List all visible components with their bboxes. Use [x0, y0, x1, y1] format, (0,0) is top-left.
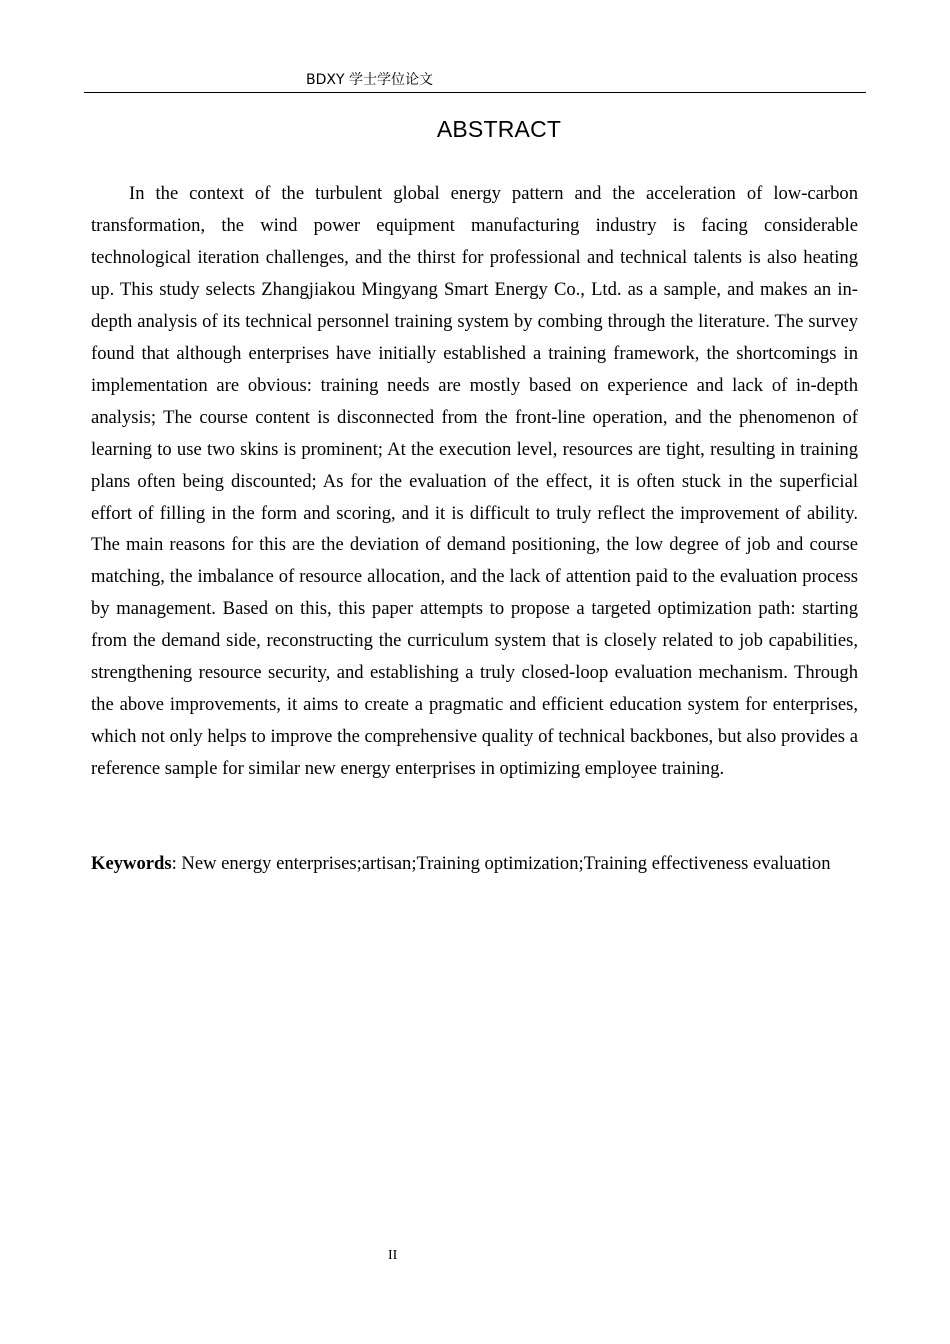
keywords-line	[91, 848, 881, 880]
abstract-body: In the context of the turbulent global energy pattern and the acceleration of low-carbon transformation, the wind power equipment manufacturing industry is facing considerable technological iteration challenges, and the thirst for professional and technical talents is also heating up. This study selects Zhangjiakou Mingyang Smart Energy Co., Ltd. as a sample, and makes an in-depth analysis of its technical personnel training system by combing through the literature. The survey found that although enterprises have initially established a training framework, the shortcomings in implementation are obvious: training needs are mostly based on experience and lack of in-depth analysis; The course content is disconnected from the front-line operation, and the phenomenon of learning to use two skins is prominent; At the execution level, resources are tight, resulting in training plans often being discounted; As for the evaluation of the effect, it is often stuck in the superficial effort of filling in the form and scoring, and it is difficult to truly reflect the improvement of ability. The main reasons for this are the deviation of demand positioning, the low degree of job and course matching, the imbalance of resource allocation, and the lack of attention paid to the evaluation process by management. Based on this, this paper attempts to propose a targeted optimization path: starting from the demand side, reconstructing the curriculum system that is closely related to job capabilities, strengthening resource security, and establishing a truly closed-loop evaluation mechanism. Through the above improvements, it aims to create a pragmatic and efficient education system for enterprises, which not only helps to improve the comprehensive quality of technical backbones, but also provides a reference sample for similar new energy enterprises in optimizing employee training.	[91, 183, 858, 780]
header-rule	[84, 92, 866, 93]
keywords-text: New energy enterprises;artisan;Training optimization;Training effectiveness evaluation	[181, 853, 831, 874]
page-number: II	[388, 1248, 398, 1263]
keywords-separator: :	[171, 853, 182, 874]
keywords-label: Keywords	[91, 853, 172, 874]
running-header: BDXY 学士学位论文	[306, 72, 433, 88]
abstract-title: ABSTRACT	[436, 116, 562, 142]
